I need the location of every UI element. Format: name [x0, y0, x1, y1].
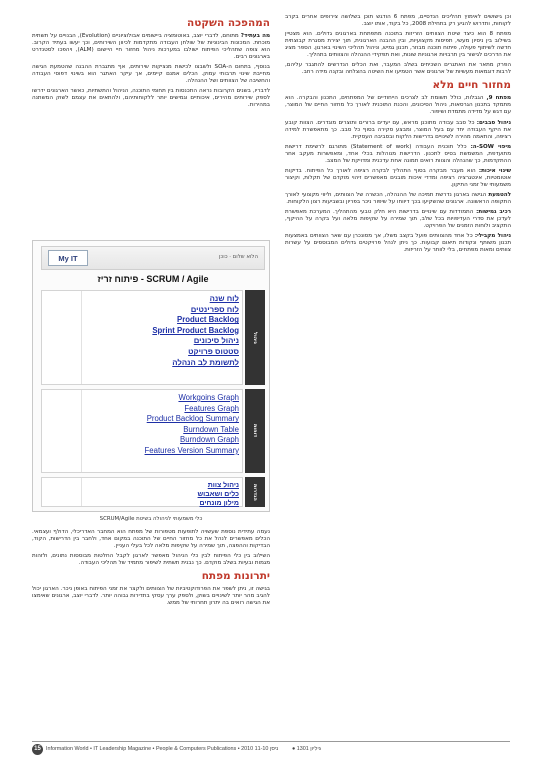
- paragraph-lead: מה בעתיד?: [240, 33, 270, 39]
- menu-group-body: [41, 477, 243, 507]
- left-column: [32, 14, 270, 112]
- menu-items: [42, 478, 242, 508]
- menu-group-management: [41, 290, 265, 385]
- paragraph-lead: ניהול סבבים:: [476, 119, 511, 126]
- paragraph-lead: רכיב גמישות:: [476, 209, 511, 216]
- paragraph: [285, 120, 511, 141]
- menu-items: [42, 291, 242, 368]
- menu-link-project-status[interactable]: סטטוס פרויקט: [188, 346, 239, 356]
- paragraph-lead: ניהול מקבילי:: [474, 233, 512, 240]
- right-column: [285, 14, 511, 257]
- page-number: 15: [32, 744, 43, 755]
- menu-group-reports: [41, 389, 265, 473]
- menu-link-calendar[interactable]: לוח שנה: [209, 294, 239, 303]
- page-footer: [32, 744, 510, 756]
- menu-items: [42, 390, 242, 457]
- paragraph: [285, 144, 511, 165]
- menu-link-backlog-summary[interactable]: Product Backlog Summary: [146, 414, 239, 424]
- menu-link-team[interactable]: ניהול צוות: [207, 482, 239, 489]
- left-column-lower: [32, 529, 270, 610]
- section-heading: המהפכה השקטה: [186, 17, 270, 29]
- menu-link-tools[interactable]: כלים ושאבוש: [197, 491, 239, 498]
- paragraph: [285, 192, 511, 206]
- paragraph: [285, 168, 511, 189]
- paragraph: [285, 95, 511, 116]
- menu-link-management-attention[interactable]: לתשומת לב הנהלה: [172, 357, 239, 367]
- paragraph: וכן גישושים לאימוץ תהליכים הנדסיים, מפתח 6 הודגש תוכן בשלושה צירופים אחרים בקרב לקוחות, ותדרוש להגיע רק בתחילת 2008, כל בקוד, אותו יוצב.: [285, 14, 511, 28]
- paragraph-lead: שינוי איכות:: [478, 167, 512, 174]
- paragraph-text: כלל תוכנית העבודה (Statement of work) מתורגם לרשימת דרישות מתועדפת, המשמשת בסיס לתכנון. הדרישות מנוהלות בכלי אחד, ומאפשרות מעקב אחר ההתקדמות, כך שהנהלה והצוות רואים תמונה אחת עדכנית ומדויקת של המצב.: [285, 143, 511, 164]
- paragraph: [32, 33, 270, 61]
- paragraph: [285, 209, 511, 230]
- section-heading: מחזור חיים מלא: [432, 79, 511, 92]
- paragraph: לדבריו, בשנים הקרובות נראה התכנסות בין תחומי התוכנה, הניהול והתשתיות, כאשר הארגונים ידרשו לספק שירותים מהירים, איכותיים וגמישים יותר ללקוחותיהם, ולהתאים את עצמם לשוק המשתנה במהירות.: [32, 88, 270, 109]
- publication-line: Information World • IT Leadership Magazine • People & Computers Publications • 2010 ניסן 11-10: [46, 746, 279, 752]
- issue-label: גיליון 1301 ●: [292, 746, 321, 752]
- paragraph-lead: להטמעת: [488, 191, 511, 198]
- menu-group-label: ניהול: [245, 290, 265, 385]
- user-label: הלוא שלום · כוכן: [218, 254, 258, 260]
- paragraph-lead: מיפוי SOW-ה:: [470, 143, 512, 150]
- menu-link-version-summary[interactable]: Features Version Summary: [144, 445, 239, 455]
- section-heading: יתרונות מפתח: [201, 570, 270, 583]
- paragraph-text: הוא מעבר מבקרה בסוף התהליך לבקרה רציפה לאורך כל הפיתוח. בדיקות אוטומטיות, אינטגרציה רציפה ומדדי איכות מובנים מאפשרים זיהוי מוקדם של תקלות, וקיצור משמעותי של זמני התיקון.: [285, 167, 511, 188]
- menu-link-glossary[interactable]: מילון מונחים: [199, 500, 239, 507]
- menu-link-features-graph[interactable]: Features Graph: [184, 403, 239, 413]
- menu-link-burndown-table[interactable]: Burndown Table: [183, 424, 239, 434]
- paragraph-text: התמודדות עם שינויים בדרישות היא חלק טבעי מהתהליך. המערכת מאפשרת לעדכן את סדרי העדיפויות בכל שלב, תוך שמירה על שקיפות מלאה ועל בקרה על ההיקף, התקציב ולוחות הזמנים של הפרויקט.: [285, 209, 511, 230]
- menu-group-label: הגדרות: [245, 477, 265, 507]
- menu-link-sprint-backlog[interactable]: Sprint Product Backlog: [152, 325, 239, 335]
- my-it-logo: My IT: [48, 250, 88, 266]
- menu-group-label: דוחות: [245, 389, 265, 473]
- paragraph: [285, 233, 511, 254]
- scrum-screenshot-figure: [32, 240, 270, 512]
- paragraph-text: הגבלות, כולל תשומת לב לצרכים הייחודיים של המפתחים, התכנון והבקרה. הוא מתמקד בתכנון הגרסאות, ניהול הסיכונים, והכנת התוכנית לאורך כל מחזור החיים של המוצר, עם דגש על מדידה מתמדת ושיפור.: [285, 95, 511, 116]
- paragraph: הפרק מתאר את האתגרים השכיחים בשלב המעבר, ואת הכלים הנדרשים להתגבר עליהם, לרבות דוגמאות מעשיות של ארגונים אשר הטמיעו את השיטה בהצלחה ובקנה מידה רחב.: [285, 62, 511, 76]
- paragraph-lead: מפתח 9,: [486, 95, 511, 102]
- menu-link-risks[interactable]: ניהול סיכונים: [193, 336, 239, 346]
- paragraph-text: כל אחד מהצוותים פועל בקצב משלו, אך מסונכרן עם שאר הצוותים באמצעות תכנון משותף ונקודות תיאום קבועות. כך ניתן לנהל פרויקטים גדולים המבוססים על עשרות צוותים ומאות מפתחים, בלי לוותר על הזריזות.: [285, 233, 511, 254]
- menu-link-burndown-graph[interactable]: Burndown Graph: [180, 435, 239, 445]
- footer-divider: [32, 741, 510, 742]
- paragraph: נעמה עתידית נוספת שעשויה לתופעות מטפורות של מפתח הוא המחבר האדריכלי, הדולף ועצמאי. הכלים מאפשרים לנהל את כל מחזור החיים של התוכנה במקום אחד, ולחבר בין הדרישות, הקוד, הבדיקות וההפצה, תוך שמירה על שקיפות מלאה לכל בעלי העניין.: [32, 529, 270, 550]
- menu-group-body: [41, 389, 243, 473]
- menu-link-workgoins-graph[interactable]: Workgoins Graph: [178, 393, 239, 402]
- menu-link-sprints[interactable]: לוח ספרינטים: [190, 304, 239, 314]
- paragraph-text: כל סבב עבודה מתוכנן מראש, עם יעדים ברורים ותוצרים מוגדרים. הצוות קובע את היקף העבודה יחד עם בעל המוצר, ומבצע סקירה בסוף כל סבב. כך מתאפשרת למידה רציפה, והתאמה מהירה לשינויים בדרישות הלקוח ובסביבה העסקית.: [285, 119, 511, 140]
- figure-caption: כלי משמעותי לניהולה בשיטת SCRUM/Agile: [99, 516, 203, 522]
- menu-link-product-backlog[interactable]: Product Backlog: [177, 315, 239, 325]
- paragraph: מפתח 8 הוא כיצד שיטת הצוותים הזריזות בתוכנה מתפתחת בארגונים גדולים. הוא מצטיין בשילוב בין ניסיון מעשי, תפיסות מקצועיות, ובין ההבנה הארגונית, תוך יצירת מסגרת קבוצתית חדשה לשיתוף פעולה, פיתוח תוכנה מבוזר, תכנון גמיש, וניהול תהליכי השינוי בארגון. הספר מציג את הדרכים לגישור בין תרבויות ארגוניות שונות, ואת תפקידי ההנהלה והצוותים בתהליך.: [285, 31, 511, 59]
- figure-title: SCRUM / Agile - פיתוח זריז: [97, 274, 209, 284]
- paragraph: בנוסף, בתחום ה-SOA ולשבצו לכישות מנציקות שירותים, אף מתגברת ההבנה שהטמעת הגישה מחייבת שינוי תרבותי עמוק. הכלים אמנם קיימים, אך עיקר האתגר הוא בשינוי דפוסי העבודה והחשיבה של הצוותים ושל ההנהלה.: [32, 64, 271, 85]
- paragraph: השילוב בין כלי הפיתוח לבין כלי הניהול מאפשר לארגון לקבל החלטות מבוססות נתונים, ולזהות מגמות ובעיות בשלב מוקדם. כך נבנית תשתית לשיפור מתמיד של תהליכי העבודה.: [32, 553, 270, 567]
- app-header-bar: [41, 246, 265, 270]
- paragraph-text: מתוחם, לדברי יוצב, באוטומציה ביישומים אבולוציוניים (Evolution), הבנויים על תשתית מוכחת. המכונות הבינוניות של שולחן העבודה מתקדמות לכיוון השירותים, וכך יעשו בעתיד הקרוב. הוא צופה שתהליכי הפיתוח ישולבו במערכות ניהול מחזור חיי היישום (ALM), ויהפכו לסטנדרט בארגונים רבים.: [32, 33, 270, 61]
- menu-group-body: [41, 290, 243, 385]
- paragraph-text: הגישה בארגון נדרשת תמיכה של ההנהלה, הכשרה של הצוותים, וליווי מקצועי לאורך התקופה הראשונה. ארגונים שהשקיעו בכך דיווחו על שיפור ניכר בפריון ובשביעות רצון הלקוחות.: [285, 191, 511, 205]
- menu-group-settings: [41, 477, 265, 507]
- paragraph: בגישה זו, ניתן לשפר את הפרודוקטיביות של הצוותים ולקצר את זמני הפיתוח באופן ניכר. הארגון יכול להגיב מהר יותר לשינויים בשוק, ולספק ערך עסקי בתדירות גבוהה יותר. לדברי יוצב, ארגונים שאימצו את הגישה רואים בה יתרון תחרותי של ממש.: [32, 586, 270, 607]
